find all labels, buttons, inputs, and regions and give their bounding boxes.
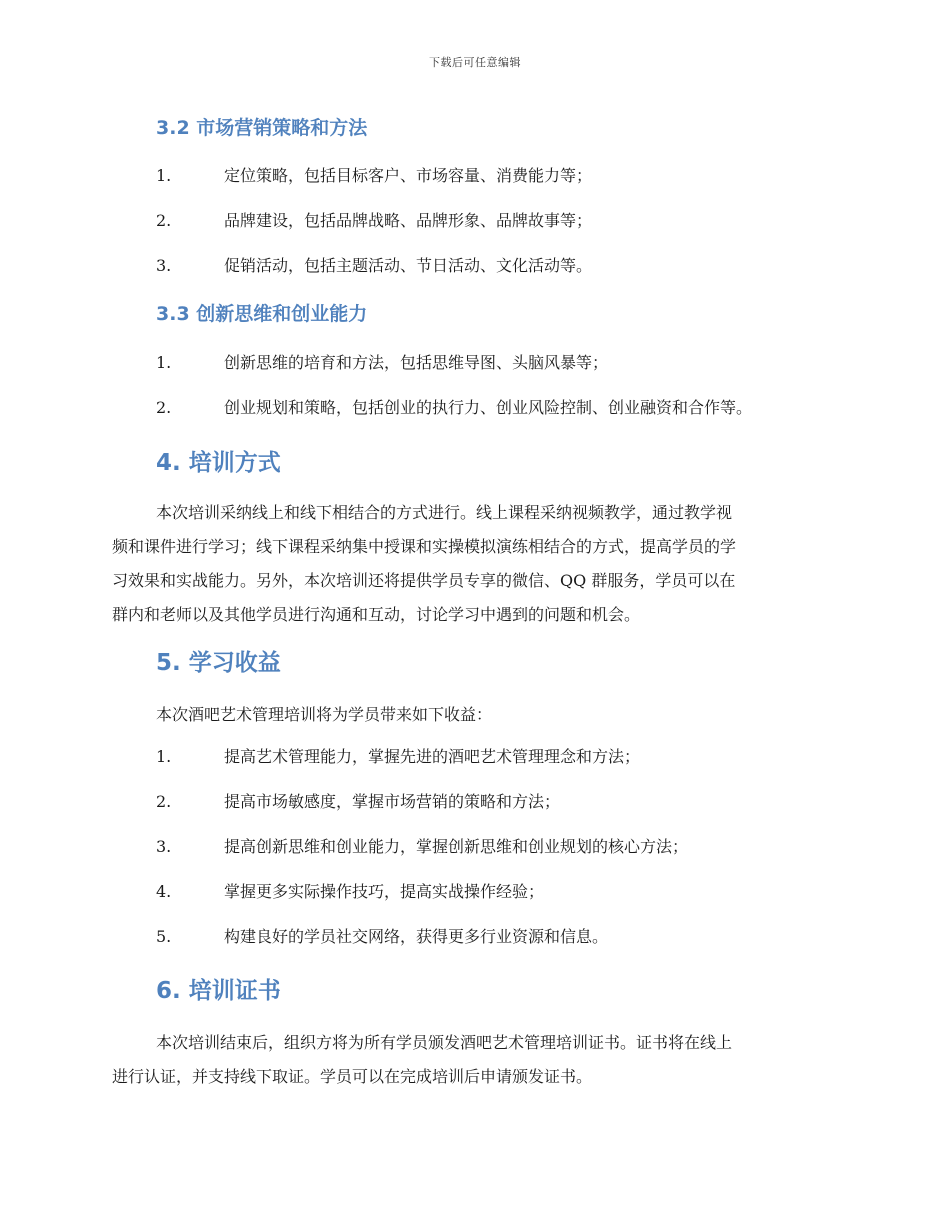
list-item-number: 5. xyxy=(156,927,172,946)
list-item-number: 2. xyxy=(156,211,172,230)
list-item-text: 提高艺术管理能力，掌握先进的酒吧艺术管理理念和方法； xyxy=(224,747,641,766)
list-item-text: 定位策略，包括目标客户、市场容量、消费能力等； xyxy=(224,166,593,185)
list-item-number: 3. xyxy=(156,256,172,275)
list-item xyxy=(156,353,846,373)
list-item xyxy=(156,837,846,857)
paragraph-line: 频和课件进行学习；线下课程采纳集中授课和实操模拟演练相结合的方式，提高学员的学 xyxy=(112,537,737,556)
list-item xyxy=(156,211,846,231)
paragraph-line: 群内和老师以及其他学员进行沟通和互动，讨论学习中遇到的问题和机会。 xyxy=(112,605,641,624)
list-item-text: 构建良好的学员社交网络，获得更多行业资源和信息。 xyxy=(224,927,609,946)
list-item-text: 品牌建设，包括品牌战略、品牌形象、品牌故事等； xyxy=(224,211,593,230)
list-item-number: 2. xyxy=(156,398,172,417)
list-item-number: 1. xyxy=(156,166,172,185)
list-item xyxy=(156,166,846,186)
section-6-heading: 6. 培训证书 xyxy=(156,978,281,1004)
paragraph-line: 本次培训采纳线上和线下相结合的方式进行。线上课程采纳视频教学，通过教学视 xyxy=(156,503,733,522)
section-3-3-heading: 3.3 创新思维和创业能力 xyxy=(156,303,368,325)
list-item xyxy=(156,882,846,902)
list-item xyxy=(156,398,846,418)
page-header-note: 下载后可任意编辑 xyxy=(429,56,521,69)
list-item-number: 1. xyxy=(156,747,172,766)
list-item-text: 创新思维的培育和方法，包括思维导图、头脑风暴等； xyxy=(224,353,609,372)
paragraph-line: 习效果和实战能力。另外，本次培训还将提供学员专享的微信、QQ 群服务，学员可以在 xyxy=(112,571,736,590)
section-3-2-heading: 3.2 市场营销策略和方法 xyxy=(156,117,368,139)
list-item-number: 4. xyxy=(156,882,172,901)
list-item-text: 掌握更多实际操作技巧，提高实战操作经验； xyxy=(224,882,545,901)
list-item xyxy=(156,927,846,947)
section-5-heading: 5. 学习收益 xyxy=(156,650,281,676)
paragraph-line: 本次培训结束后，组织方将为所有学员颁发酒吧艺术管理培训证书。证书将在线上 xyxy=(156,1033,733,1052)
list-item xyxy=(156,747,846,767)
list-item-number: 3. xyxy=(156,837,172,856)
list-item-text: 提高创新思维和创业能力，掌握创新思维和创业规划的核心方法； xyxy=(224,837,689,856)
section-4-heading: 4. 培训方式 xyxy=(156,450,281,476)
list-item xyxy=(156,256,846,276)
list-item-text: 促销活动，包括主题活动、节日活动、文化活动等。 xyxy=(224,256,593,275)
list-item-number: 2. xyxy=(156,792,172,811)
list-item-text: 提高市场敏感度，掌握市场营销的策略和方法； xyxy=(224,792,561,811)
list-item-number: 1. xyxy=(156,353,172,372)
section-5-intro: 本次酒吧艺术管理培训将为学员带来如下收益： xyxy=(156,705,493,724)
paragraph-line: 进行认证，并支持线下取证。学员可以在完成培训后申请颁发证书。 xyxy=(112,1067,593,1086)
list-item-text: 创业规划和策略，包括创业的执行力、创业风险控制、创业融资和合作等。 xyxy=(224,398,753,417)
list-item xyxy=(156,792,846,812)
